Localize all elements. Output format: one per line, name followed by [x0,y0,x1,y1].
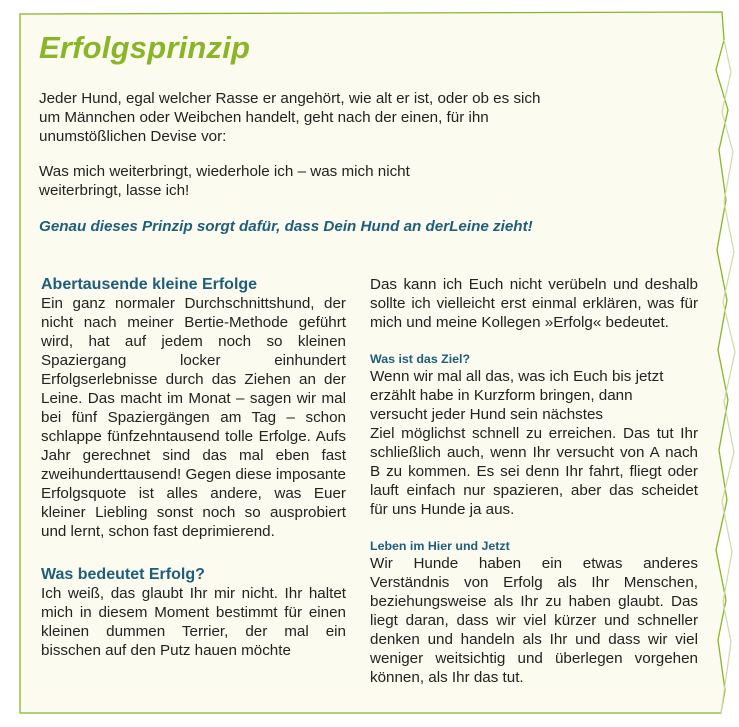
right-intro-paragraph: Das kann ich Euch nicht verübeln und deshalb sollte ich vielleicht erst einmal erklären, was für mich und meine Kollegen »Erfolg« bedeutet. [370,276,698,331]
text-line: erzählt habe in Kurzform bringen, dann [370,387,633,404]
section-heading-hier-jetzt: Leben im Hier und Jetzt [370,539,510,553]
page-title: Erfolgsprinzip [39,30,251,65]
section-body-ziel: Ziel möglichst schnell zu erreichen. Das tut Ihr schließlich auch, wenn Ihr versucht von A nach B zu kommen. Es sei denn Ihr fahrt, fliegt oder lauft einfach nur spazieren, aber das scheidet für uns Hunde ja aus. [370,425,698,518]
text-line: Wenn wir mal all das, was ich Euch bis jetzt [370,368,664,385]
section-heading-abertausende: Abertausende kleine Erfolge [41,276,258,293]
section-body-abertausende: Ein ganz normaler Durchschnittshund, der nicht nach meiner Bertie-Methode geführt wird, hat auf jedem noch so kleinen Spaziergang locker einhundert Erfolgserlebnisse durch das Ziehen an der Leine. Das macht im Monat – sagen wir mal bei fünf Spaziergängen am Tag – schon schlappe fünfzehntausend tolle Erfolge. Aufs Jahr gerechnet sind das mal eben fast zweihunderttausend! Gegen diese imposante Erfolgsquote ist alles andere, was Euer kleiner Liebling sonst noch so ausprobiert und lernt, schon fast deprimierend. [41,295,346,540]
section-lines-ziel [370,367,698,424]
intro-paragraph: Jeder Hund, egal welcher Rasse er angehört, wie alt er ist, oder ob es sich um Männchen oder Weibchen handelt, geht nach der einen, für ihn unumstößlichen Devise vor: [39,90,541,145]
emphasis-paragraph: Genau dieses Prinzip sorgt dafür, dass Dein Hund an derLeine zieht! [39,218,533,235]
right-column [370,275,698,687]
section-heading-erfolg: Was bedeutet Erfolg? [41,566,205,583]
left-column [41,275,346,660]
section-heading-ziel: Was ist das Ziel? [370,352,471,366]
text-line: versucht jeder Hund sein nächstes [370,406,604,423]
section-body-erfolg: Ich weiß, das glaubt Ihr mir nicht. Ihr haltet mich in diesem Moment bestimmt für einen kleinen dummen Terrier, der mal ein bisschen auf den Putz hauen möchte [41,585,346,659]
motto-paragraph: Was mich weiterbringt, wiederhole ich – was mich nicht weiterbringt, lasse ich! [39,163,410,199]
section-body-hier-jetzt: Wir Hunde haben ein etwas anderes Verständnis von Erfolg als Ihr Menschen, beziehungsweise als Ihr zu haben glaubt. Das liegt daran, dass wir viel kürzer und schneller denken und handeln als Ihr und dass wir viel weniger weitsichtig und überlegen vorgehen können, als Ihr das tut. [370,555,698,686]
